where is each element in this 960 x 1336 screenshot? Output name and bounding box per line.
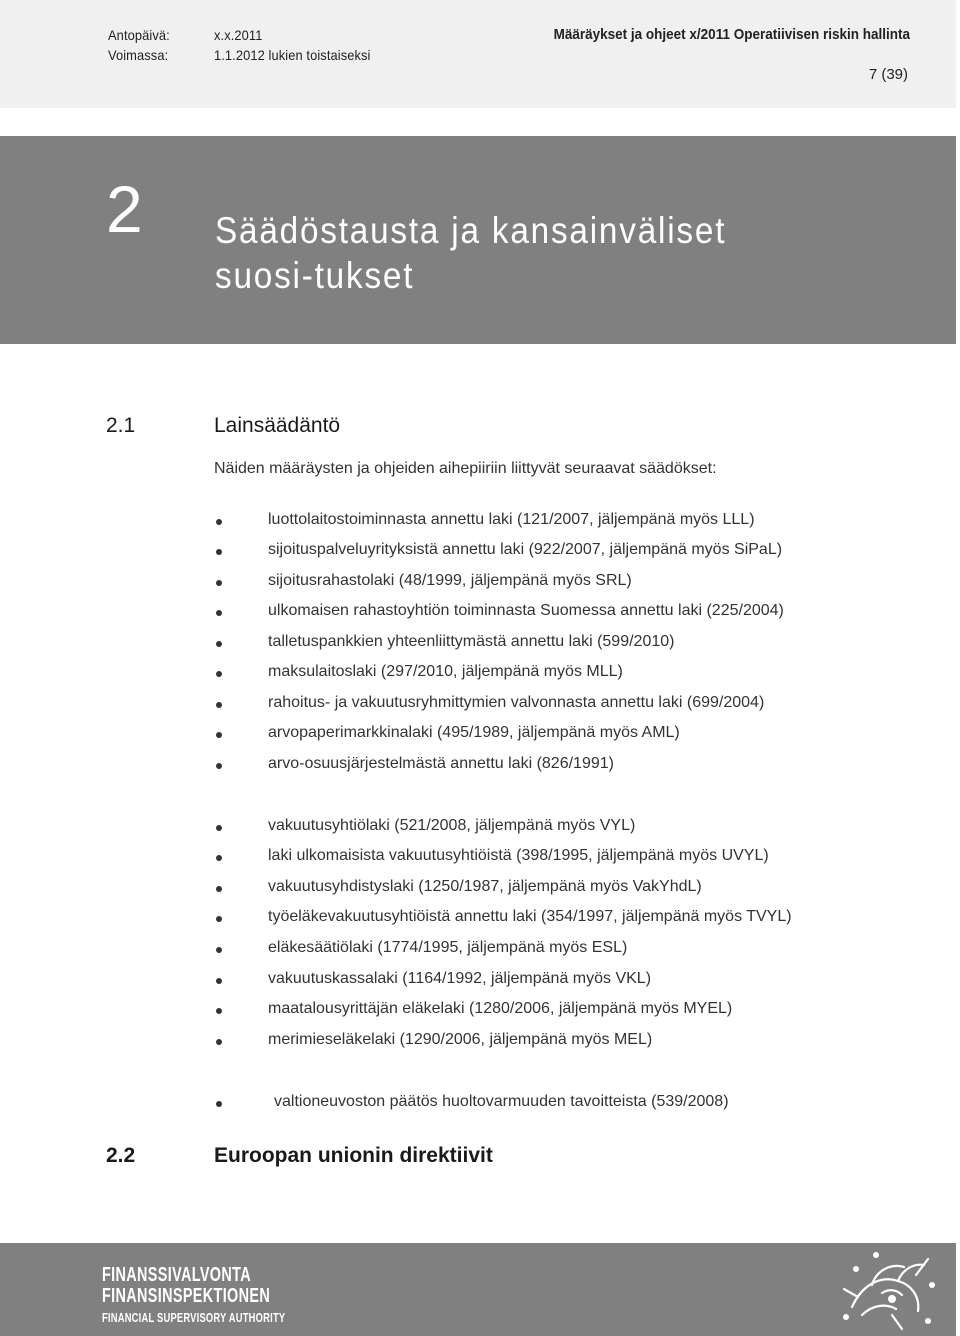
- bullet-icon: [216, 825, 222, 831]
- bullet-icon: [216, 702, 222, 708]
- bullet-icon: [216, 580, 222, 586]
- bullet-icon: [216, 763, 222, 769]
- bullet-icon: [216, 916, 222, 922]
- bullet-icon: [216, 1101, 222, 1107]
- section-title: Euroopan unionin direktiivit: [214, 1144, 493, 1167]
- page-footer: [0, 1243, 956, 1336]
- logo-line-en: FINANCIAL SUPERVISORY AUTHORITY: [102, 1310, 286, 1325]
- issued-value: x.x.2011: [214, 27, 263, 43]
- bullet-icon: [216, 610, 222, 616]
- chapter-banner: [0, 136, 956, 344]
- section-number: 2.2: [106, 1144, 136, 1167]
- issued-label: Antopäivä:: [108, 27, 170, 43]
- section-number: 2.1: [106, 414, 136, 437]
- page-header: [0, 0, 956, 108]
- logo-line-fi: FINANSSIVALVONTA: [102, 1264, 251, 1286]
- bullet-icon: [216, 886, 222, 892]
- bullet-icon: [216, 1008, 222, 1014]
- bullet-icon: [216, 1039, 222, 1045]
- bullet-icon: [216, 641, 222, 647]
- logo-line-sv: FINANSINSPEKTIONEN: [102, 1285, 271, 1307]
- chapter-title: Säädöstausta ja kansainväliset suosi-tukset: [215, 210, 727, 296]
- bullet-icon: [216, 549, 222, 555]
- bullet-icon: [216, 519, 222, 525]
- bullet-icon: [216, 947, 222, 953]
- bullet-icon: [216, 671, 222, 677]
- section-intro: Näiden määräysten ja ohjeiden aihepiiriin liittyvät seuraavat säädökset:: [214, 460, 717, 477]
- lion-emblem-icon: [832, 1245, 942, 1334]
- valid-label: Voimassa:: [108, 47, 169, 63]
- bullet-icon: [216, 978, 222, 984]
- fsa-logo: [102, 1265, 285, 1328]
- chapter-number: 2: [106, 172, 143, 246]
- bullet-icon: [216, 732, 222, 738]
- bullet-icon: [216, 855, 222, 861]
- section-title: Lainsäädäntö: [214, 414, 341, 437]
- document-title: Määräykset ja ohjeet x/2011 Operatiivisen riskin hallinta: [553, 26, 910, 43]
- valid-value: 1.1.2012 lukien toistaiseksi: [214, 47, 371, 63]
- page-number: 7 (39): [868, 66, 908, 83]
